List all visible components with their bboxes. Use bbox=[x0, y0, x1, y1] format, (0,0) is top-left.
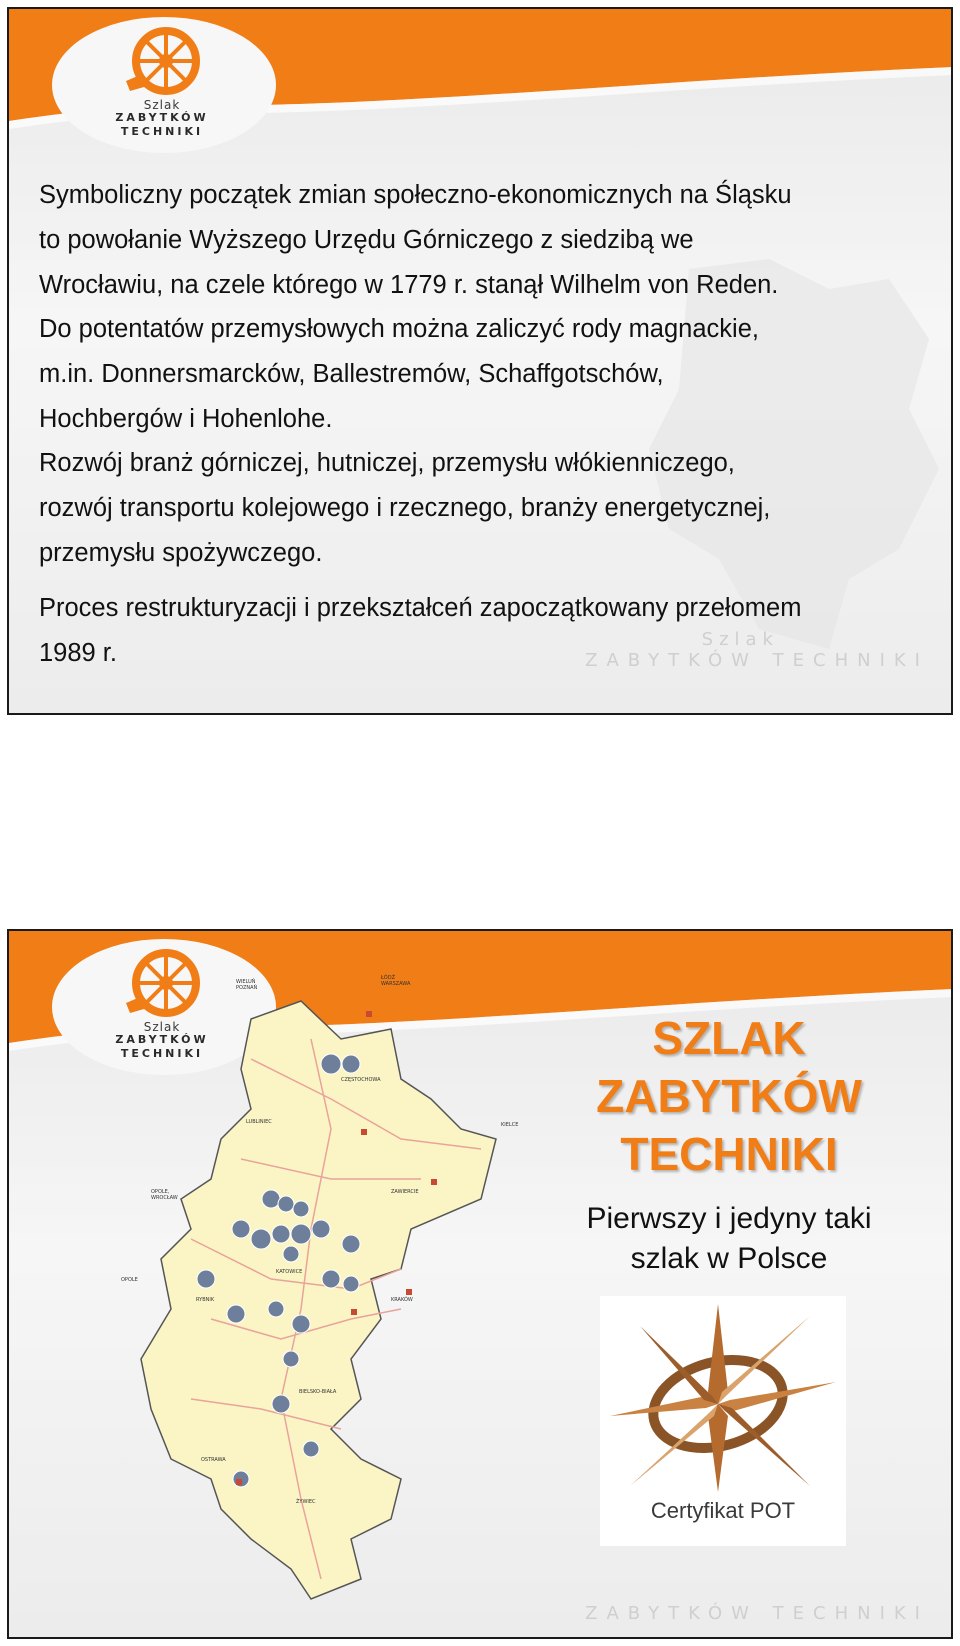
map-label: ŁÓDŹ WARSZAWA bbox=[381, 975, 411, 987]
watermark-text bbox=[585, 1603, 929, 1624]
map-label: ŻYWIEC bbox=[296, 1499, 316, 1505]
text-line: Symboliczny początek zmian społeczno-ekonomicznych na Śląsku bbox=[39, 181, 792, 209]
compass-star-icon bbox=[600, 1296, 846, 1496]
text-line: Wrocławiu, na czele którego w 1779 r. stanął Wilhelm von Reden. bbox=[39, 271, 779, 299]
wheel-icon bbox=[122, 25, 202, 99]
map-label: RYBNIK bbox=[196, 1297, 215, 1303]
title-line: TECHNIKI bbox=[620, 1128, 838, 1180]
logo-subtitle: Szlak bbox=[143, 1020, 181, 1034]
text-line: rozwój transportu kolejowego i rzecznego, branży energetycznej, bbox=[39, 494, 771, 522]
watermark-sub: Szlak bbox=[701, 629, 779, 650]
subtitle-line: szlak w Polsce bbox=[630, 1242, 828, 1275]
title-line: SZLAK bbox=[652, 1012, 806, 1064]
map-label: BIELSKO-BIAŁA bbox=[299, 1389, 337, 1395]
map-label: LUBLINIEC bbox=[246, 1119, 272, 1125]
logo bbox=[87, 25, 237, 139]
text-line: Hochbergów i Hohenlohe. bbox=[39, 405, 333, 433]
region-map-shape bbox=[101, 979, 561, 1629]
watermark-text bbox=[585, 629, 929, 671]
certificate-badge bbox=[600, 1296, 846, 1546]
text-line: m.in. Donnersmarcków, Ballestremów, Schaffgotschów, bbox=[39, 360, 664, 388]
text-line: to powołanie Wyższego Urzędu Górniczego z siedzibą we bbox=[39, 226, 694, 254]
map-label: OPOLE bbox=[121, 1277, 138, 1283]
map-label: WIELUŃ POZNAŃ bbox=[236, 979, 258, 991]
text-line: przemysłu spożywczego. bbox=[39, 539, 323, 567]
subtitle-line: Pierwszy i jedyny taki bbox=[586, 1202, 872, 1235]
map-label: OSTRAWA bbox=[201, 1457, 226, 1463]
paragraph-magnates bbox=[39, 307, 939, 442]
logo-subtitle: Szlak bbox=[143, 98, 181, 112]
logo-title: ZABYTKÓW TECHNIKI bbox=[115, 111, 209, 138]
title-line: ZABYTKÓW bbox=[596, 1070, 862, 1122]
map-label: KRAKÓW bbox=[391, 1297, 413, 1303]
map-label: KATOWICE bbox=[276, 1269, 303, 1275]
text-line: 1989 r. bbox=[39, 639, 117, 667]
map-label: ZAWIERCIE bbox=[391, 1189, 419, 1195]
text-line: Do potentatów przemysłowych można zaliczyć rody magnackie, bbox=[39, 315, 759, 343]
text-line: Rozwój branż górniczej, hutniczej, przemysłu włókienniczego, bbox=[39, 449, 735, 477]
paragraph-industries bbox=[39, 441, 939, 576]
watermark-main: ZABYTKÓW TECHNIKI bbox=[585, 650, 929, 671]
silesia-map bbox=[101, 975, 561, 1629]
map-label: KIELCE bbox=[501, 1122, 519, 1128]
slide-route bbox=[7, 929, 953, 1639]
paragraph-history bbox=[39, 173, 939, 308]
certificate-label: Certyfikat POT bbox=[650, 1498, 796, 1523]
watermark-main: ZABYTKÓW TECHNIKI bbox=[585, 1603, 929, 1624]
text-line: Proces restrukturyzacji i przekształceń zapoczątkowany przełomem bbox=[39, 594, 802, 622]
map-label: CZĘSTOCHOWA bbox=[341, 1077, 381, 1083]
slide-history bbox=[7, 7, 953, 715]
map-label: OPOLE, WROCŁAW bbox=[151, 1189, 178, 1201]
logo-title: ZABYTKÓW TECHNIKI bbox=[115, 1033, 209, 1060]
